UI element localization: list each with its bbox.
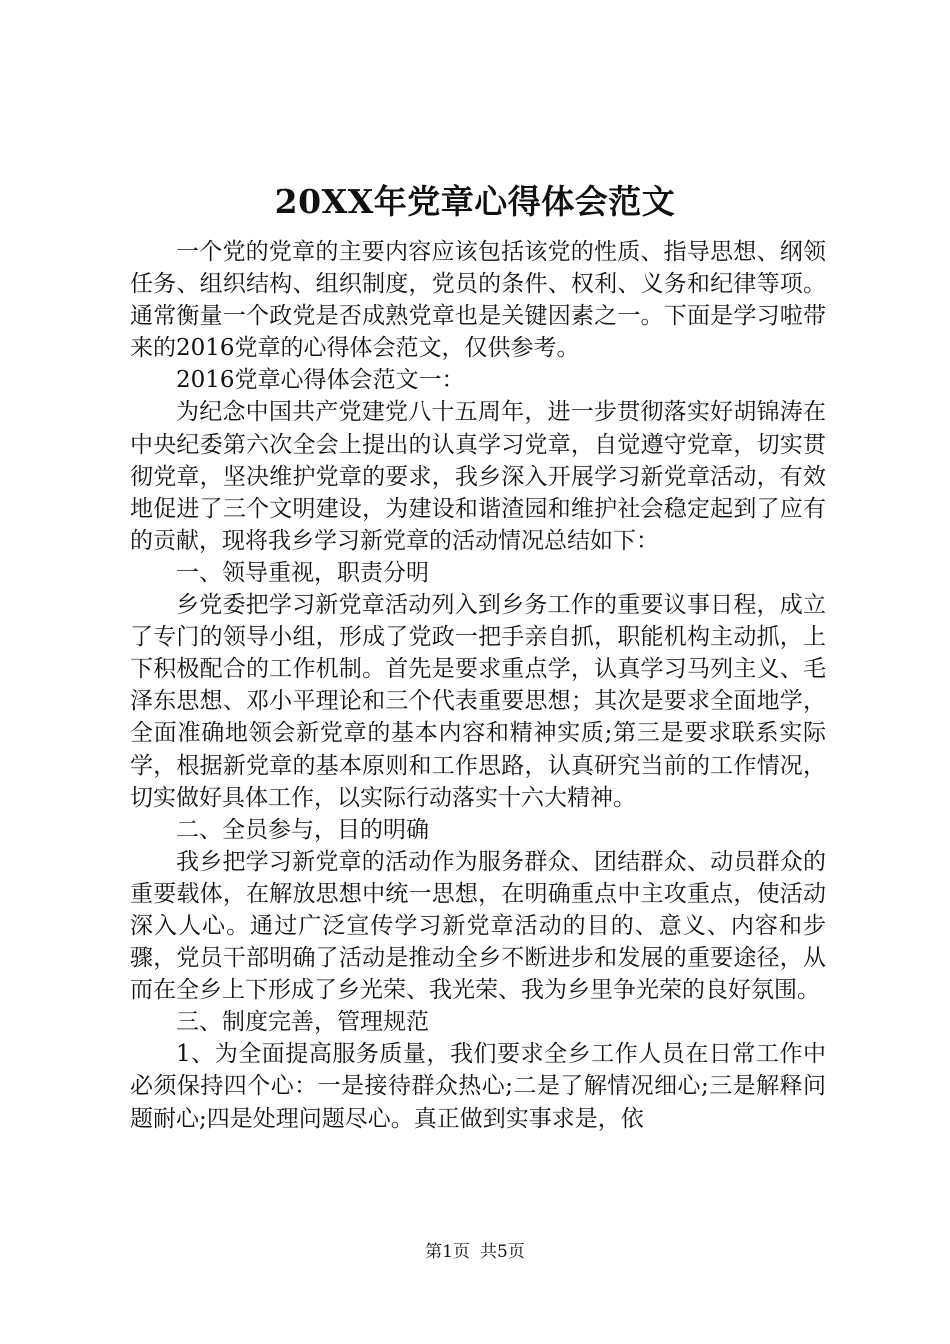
- page-number-current: 第1页: [425, 1242, 470, 1262]
- document-title: 20XX年党章心得体会范文: [274, 182, 676, 221]
- page-number-total: 共5页: [480, 1242, 525, 1262]
- paragraph-intro: 一个党的党章的主要内容应该包括该党的性质、指导思想、纲领任务、组织结构、组织制度，党员的条件、权利、义务和纪律等项。通常衡量一个政党是否成熟党章也是关键因素之一。下面是学习啦带来的2016党章的心得体会范文，仅供参考。: [130, 239, 826, 362]
- paragraph-sample-heading: 2016党章心得体会范文一：: [176, 367, 465, 394]
- document-body: [130, 236, 826, 1135]
- paragraph-section-2: 我乡把学习新党章的活动作为服务群众、团结群众、动员群众的重要载体，在解放思想中统一思想，在明确重点中主攻重点，使活动深入人心。通过广泛宣传学习新党章活动的目的、意义、内容和步骤，党员干部明确了活动是推动全乡不断进步和发展的重要途径，从而在全乡上下形成了乡光荣、我光荣、我为乡里争光荣的良好氛围。: [130, 848, 826, 1004]
- section-heading-3: 三、制度完善，管理规范: [176, 1009, 429, 1036]
- section-heading-2: 二、全员参与，目的明确: [176, 816, 429, 843]
- paragraph-section-3-item-1: 1、为全面提高服务质量，我们要求全乡工作人员在日常工作中必须保持四个心：一是接待群众热心;二是了解情况细心;三是解释问题耐心;四是处理问题尽心。真正做到实事求是，依: [130, 1041, 826, 1132]
- section-heading-1: 一、领导重视，职责分明: [176, 559, 429, 586]
- paragraph-section-1: 乡党委把学习新党章活动列入到乡务工作的重要议事日程，成立了专门的领导小组，形成了党政一把手亲自抓，职能机构主动抓，上下积极配合的工作机制。首先是要求重点学，认真学习马列主义、毛泽东思想、邓小平理论和三个代表重要思想；其次是要求全面地学，全面准确地领会新党章的基本内容和精神实质;第三是要求联系实际学，根据新党章的基本原则和工作思路，认真研究当前的工作情况，切实做好具体工作，以实际行动落实十六大精神。: [130, 592, 826, 811]
- page-footer: [0, 1240, 950, 1264]
- paragraph-opening: 为纪念中国共产党建党八十五周年，进一步贯彻落实好胡锦涛在中央纪委第六次全会上提出的认真学习党章，自觉遵守党章，切实贯彻党章，坚决维护党章的要求，我乡深入开展学习新党章活动，有效地促进了三个文明建设，为建设和谐渣园和维护社会稳定起到了应有的贡献，现将我乡学习新党章的活动情况总结如下：: [130, 399, 826, 554]
